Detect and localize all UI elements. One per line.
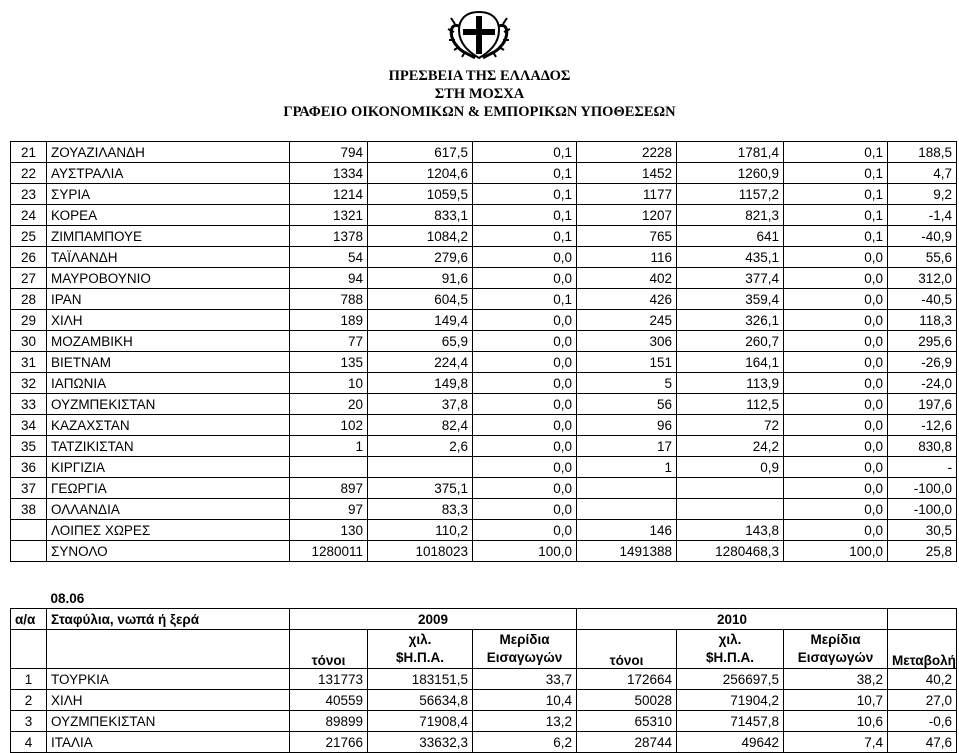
value-cell: 54 [290,247,368,268]
row-number: 21 [11,142,47,163]
value-cell: 37,8 [368,394,473,415]
value-cell: -1,4 [888,205,957,226]
value-cell: 1059,5 [368,184,473,205]
value-cell: 172664 [577,669,677,690]
value-cell: 0,0 [784,310,888,331]
value-cell: 0,1 [784,184,888,205]
value-cell: 89899 [290,711,368,732]
value-cell: 71457,8 [677,711,784,732]
value-cell: 1280011 [290,541,368,562]
value-cell: 27,0 [888,690,957,711]
value-cell: 0,0 [473,436,577,457]
value-cell: 1378 [290,226,368,247]
row-number: 32 [11,373,47,394]
value-cell: 1321 [290,205,368,226]
value-cell: 96 [577,415,677,436]
row-number: 27 [11,268,47,289]
value-cell: 1214 [290,184,368,205]
value-cell: 306 [577,331,677,352]
value-cell: 0,0 [784,373,888,394]
year-2010-header: 2010 [577,609,888,630]
value-cell: 71904,2 [677,690,784,711]
value-cell: 1157,2 [677,184,784,205]
country-name: ΑΥΣΤΡΑΛΙΑ [47,163,290,184]
tons-header-2009: τόνοι [290,630,368,669]
value-cell: 0,0 [784,394,888,415]
office-name: ΓΡΑΦΕΙΟ ΟΙΚΟΝΟΜΙΚΩΝ & ΕΜΠΟΡΙΚΩΝ ΥΠΟΘΕΣΕΩΝ [283,104,676,120]
value-cell: 100,0 [784,541,888,562]
value-cell: -12,6 [888,415,957,436]
value-cell: 0,0 [784,478,888,499]
row-number: 37 [11,478,47,499]
value-cell: 617,5 [368,142,473,163]
table-row [11,247,957,268]
country-name: ΖΙΜΠΑΜΠΟΥΕ [47,226,290,247]
grapes-table [10,588,957,753]
value-cell: 0,0 [784,289,888,310]
country-name: ΤΑΤΖΙΚΙΣΤΑΝ [47,436,290,457]
value-cell [577,499,677,520]
value-cell: 1204,6 [368,163,473,184]
table-row [11,541,957,562]
value-cell: 10,4 [473,690,577,711]
value-cell: 375,1 [368,478,473,499]
row-number: 31 [11,352,47,373]
table-row [11,415,957,436]
thous-header-2009-bottom: $Η.Π.Α. [395,650,444,665]
value-cell: -40,5 [888,289,957,310]
value-cell: 1781,4 [677,142,784,163]
value-cell: 1177 [577,184,677,205]
value-cell: 65310 [577,711,677,732]
value-cell: 0,0 [473,394,577,415]
thous-header-2010-bottom: $Η.Π.Α. [705,650,754,665]
value-cell: 788 [290,289,368,310]
value-cell: 10,6 [784,711,888,732]
value-cell: 0,1 [784,205,888,226]
value-cell: 71908,4 [368,711,473,732]
value-cell [577,478,677,499]
table-row [11,669,957,690]
value-cell: 149,8 [368,373,473,394]
table-row [11,352,957,373]
value-cell: 0,1 [473,163,577,184]
value-cell: 112,5 [677,394,784,415]
country-name: ΙΤΑΛΙΑ [47,732,290,753]
value-cell: 33632,3 [368,732,473,753]
value-cell: 0,0 [473,352,577,373]
value-cell: 1280468,3 [677,541,784,562]
row-number: 33 [11,394,47,415]
value-cell: 1260,9 [677,163,784,184]
value-cell: 0,0 [784,352,888,373]
row-number: 2 [11,690,47,711]
value-cell: 97 [290,499,368,520]
table-row [11,690,957,711]
value-cell: 1 [577,457,677,478]
aa-header: α/α [11,609,47,630]
value-cell: 131773 [290,669,368,690]
table-row [11,478,957,499]
value-cell: 0,0 [473,331,577,352]
value-cell: 40559 [290,690,368,711]
value-cell: 55,6 [888,247,957,268]
value-cell: 24,2 [677,436,784,457]
value-cell: 47,6 [888,732,957,753]
table-row [11,457,957,478]
table-row [11,520,957,541]
value-cell: 10,7 [784,690,888,711]
value-cell: 102 [290,415,368,436]
value-cell: 0,0 [473,268,577,289]
value-cell [290,457,368,478]
value-cell: -26,9 [888,352,957,373]
country-name: ΙΑΠΩΝΙΑ [47,373,290,394]
value-cell: 0,9 [677,457,784,478]
value-cell: 0,1 [473,289,577,310]
value-cell: 33,7 [473,669,577,690]
value-cell: 0,1 [784,142,888,163]
value-cell: 6,2 [473,732,577,753]
value-cell: 82,4 [368,415,473,436]
row-number: 34 [11,415,47,436]
value-cell: 641 [677,226,784,247]
value-cell: -40,9 [888,226,957,247]
value-cell: -100,0 [888,499,957,520]
embassy-city: ΣΤΗ ΜΟΣΧΑ [434,86,525,102]
value-cell: 28744 [577,732,677,753]
country-name: ΣΥΝΟΛΟ [47,541,290,562]
value-cell: 197,6 [888,394,957,415]
value-cell: 402 [577,268,677,289]
value-cell: 0,0 [473,373,577,394]
value-cell: 118,3 [888,310,957,331]
row-number: 38 [11,499,47,520]
country-name: ΟΛΛΑΝΔΙΑ [47,499,290,520]
table-row [11,268,957,289]
value-cell: 188,5 [888,142,957,163]
value-cell: 260,7 [677,331,784,352]
country-name: ΣΥΡΙΑ [47,184,290,205]
row-number: 4 [11,732,47,753]
value-cell: 1018023 [368,541,473,562]
product-code: 08.06 [50,590,85,606]
value-cell: 30,5 [888,520,957,541]
value-cell: 7,4 [784,732,888,753]
country-name: ΜΑΥΡΟΒΟΥΝΙΟ [47,268,290,289]
country-name: ΧΙΛΗ [47,310,290,331]
value-cell: 65,9 [368,331,473,352]
value-cell: 0,0 [473,415,577,436]
table-row [11,436,957,457]
value-cell: 110,2 [368,520,473,541]
value-cell: 435,1 [677,247,784,268]
table-row [11,711,957,732]
value-cell: 2228 [577,142,677,163]
value-cell: 245 [577,310,677,331]
value-cell: 0,0 [784,520,888,541]
value-cell: 40,2 [888,669,957,690]
tons-header-2010: τόνοι [577,630,677,669]
value-cell: 0,1 [784,226,888,247]
country-name: ΒΙΕΤΝΑΜ [47,352,290,373]
thous-header-2010-top: χιλ. [718,632,742,647]
value-cell: 0,1 [473,184,577,205]
value-cell: 0,0 [473,247,577,268]
value-cell: 0,1 [784,163,888,184]
value-cell: 2,6 [368,436,473,457]
value-cell: 0,0 [784,457,888,478]
thous-header-2009-top: χιλ. [408,632,432,647]
value-cell: 56634,8 [368,690,473,711]
value-cell: 146 [577,520,677,541]
table-row [11,499,957,520]
value-cell: 0,0 [784,247,888,268]
row-number: 26 [11,247,47,268]
country-name: ΚΑΖΑΧΣΤΑΝ [47,415,290,436]
greek-emblem-icon [445,2,513,62]
value-cell: 830,8 [888,436,957,457]
value-cell: 1084,2 [368,226,473,247]
value-cell: 164,1 [677,352,784,373]
value-cell: -0,6 [888,711,957,732]
value-cell: 0,1 [473,226,577,247]
share-header-2010-bottom: Εισαγωγών [797,650,874,665]
row-number: 1 [11,669,47,690]
value-cell [368,457,473,478]
value-cell: 116 [577,247,677,268]
value-cell: 359,4 [677,289,784,310]
value-cell: 1 [290,436,368,457]
value-cell: 0,0 [473,310,577,331]
country-name: ΧΙΛΗ [47,690,290,711]
value-cell: 0,0 [784,415,888,436]
value-cell: 0,0 [473,478,577,499]
country-name: ΓΕΩΡΓΙΑ [47,478,290,499]
row-number [11,520,47,541]
value-cell: 0,1 [473,205,577,226]
country-name: ΛΟΙΠΕΣ ΧΩΡΕΣ [47,520,290,541]
value-cell: 1334 [290,163,368,184]
row-number: 36 [11,457,47,478]
table-row [11,163,957,184]
value-cell: 256697,5 [677,669,784,690]
value-cell: 5 [577,373,677,394]
value-cell: 49642 [677,732,784,753]
country-name: ΜΟΖΑΜΒΙΚΗ [47,331,290,352]
row-number: 29 [11,310,47,331]
value-cell: 295,6 [888,331,957,352]
countries-table [10,141,957,562]
year-2009-header: 2009 [290,609,577,630]
value-cell: 10 [290,373,368,394]
value-cell: 77 [290,331,368,352]
share-header-2009-bottom: Εισαγωγών [486,650,563,665]
table-row [11,394,957,415]
value-cell: 224,4 [368,352,473,373]
value-cell: 821,3 [677,205,784,226]
product-name: Σταφύλια, νωπά ή ξερά [47,609,290,630]
change-header: Μεταβολή [888,630,957,669]
country-name: ΤΟΥΡΚΙΑ [47,669,290,690]
value-cell: 151 [577,352,677,373]
value-cell: 50028 [577,690,677,711]
table-row [11,373,957,394]
value-cell: 833,1 [368,205,473,226]
value-cell: 21766 [290,732,368,753]
value-cell: 312,0 [888,268,957,289]
table-row [11,732,957,753]
table-row [11,289,957,310]
value-cell: 0,0 [473,457,577,478]
table-row [11,310,957,331]
row-number: 3 [11,711,47,732]
value-cell: 0,0 [784,499,888,520]
value-cell: 25,8 [888,541,957,562]
value-cell: 143,8 [677,520,784,541]
value-cell: 326,1 [677,310,784,331]
value-cell: 130 [290,520,368,541]
value-cell [677,499,784,520]
value-cell: 794 [290,142,368,163]
row-number: 22 [11,163,47,184]
value-cell: 765 [577,226,677,247]
row-number: 30 [11,331,47,352]
value-cell: 897 [290,478,368,499]
value-cell: 0,0 [784,436,888,457]
value-cell: 83,3 [368,499,473,520]
value-cell: 189 [290,310,368,331]
value-cell: 149,4 [368,310,473,331]
value-cell: 17 [577,436,677,457]
value-cell: -24,0 [888,373,957,394]
value-cell [677,478,784,499]
row-number: 35 [11,436,47,457]
table-row [11,184,957,205]
value-cell: 1452 [577,163,677,184]
value-cell: 135 [290,352,368,373]
value-cell: 0,1 [473,142,577,163]
country-name: ΚΟΡΕΑ [47,205,290,226]
value-cell: 0,0 [473,520,577,541]
row-number: 23 [11,184,47,205]
country-name: ΚΙΡΓΙΖΙΑ [47,457,290,478]
row-number: 28 [11,289,47,310]
value-cell: 183151,5 [368,669,473,690]
value-cell: 56 [577,394,677,415]
embassy-name: ΠΡΕΣΒΕΙΑ ΤΗΣ ΕΛΛΑΔΟΣ [388,68,571,84]
country-name: ΟΥΖΜΠΕΚΙΣΤΑΝ [47,394,290,415]
value-cell: 377,4 [677,268,784,289]
value-cell: 94 [290,268,368,289]
value-cell: 100,0 [473,541,577,562]
country-name: ΙΡΑΝ [47,289,290,310]
value-cell: 0,0 [784,331,888,352]
value-cell: 604,5 [368,289,473,310]
value-cell: 91,6 [368,268,473,289]
value-cell: 72 [677,415,784,436]
value-cell: -100,0 [888,478,957,499]
row-number: 25 [11,226,47,247]
value-cell: 38,2 [784,669,888,690]
table-row [11,142,957,163]
country-name: ΖΟΥΑΖΙΛΑΝΔΗ [47,142,290,163]
value-cell: 1491388 [577,541,677,562]
country-name: ΤΑΪΛΑΝΔΗ [47,247,290,268]
value-cell: - [888,457,957,478]
row-number: 24 [11,205,47,226]
value-cell: 279,6 [368,247,473,268]
value-cell: 13,2 [473,711,577,732]
value-cell: 9,2 [888,184,957,205]
row-number [11,541,47,562]
table-row [11,205,957,226]
table-row [11,226,957,247]
country-name: ΟΥΖΜΠΕΚΙΣΤΑΝ [47,711,290,732]
share-header-2009-top: Μερίδια [499,632,550,647]
table-row [11,331,957,352]
share-header-2010-top: Μερίδια [810,632,861,647]
value-cell: 113,9 [677,373,784,394]
value-cell: 0,0 [784,268,888,289]
value-cell: 426 [577,289,677,310]
value-cell: 4,7 [888,163,957,184]
value-cell: 1207 [577,205,677,226]
value-cell: 20 [290,394,368,415]
value-cell: 0,0 [473,499,577,520]
